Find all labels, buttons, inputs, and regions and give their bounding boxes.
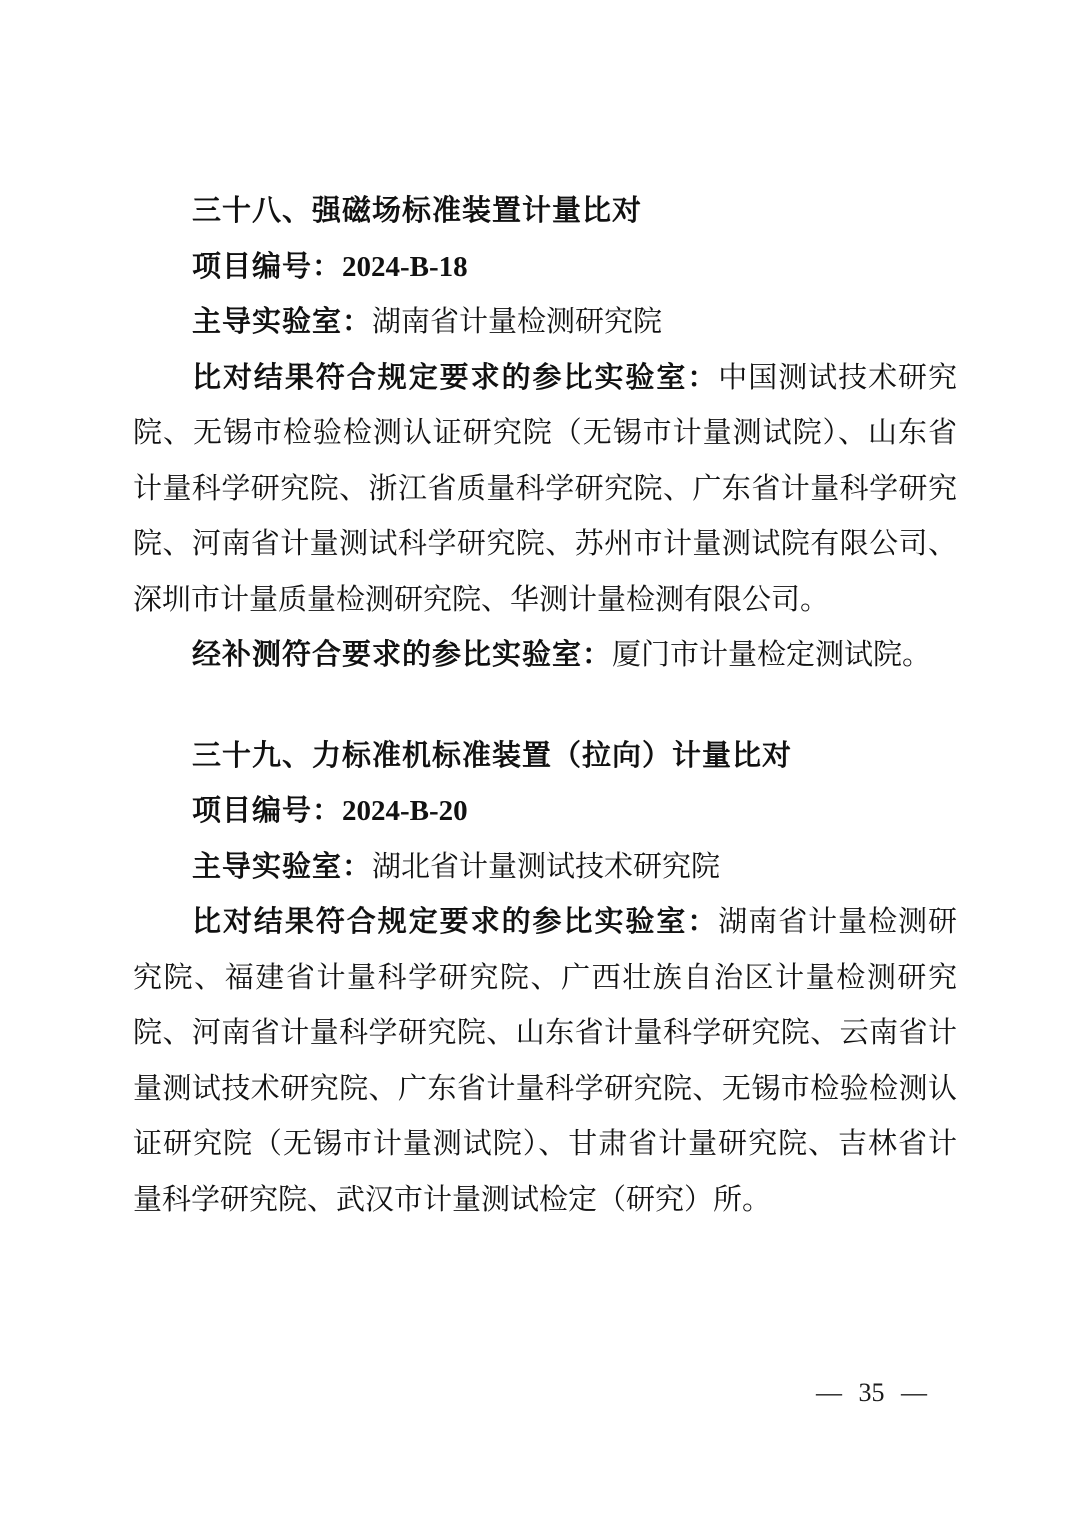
result-label: 比对结果符合规定要求的参比实验室： <box>192 361 719 394</box>
lead-lab-line <box>133 295 957 351</box>
project-number-label: 项目编号： <box>192 250 343 283</box>
project-number-label: 项目编号： <box>192 795 343 827</box>
project-number-value: 2024-B-20 <box>342 795 468 827</box>
result-value: 湖南省计量检测研究院、福建省计量科学研究院、广西壮族自治区计量检测研究院、河南省计量科学研究院、山东省计量科学研究院、云南省计量测试技术研究院、广东省计量科学研究院、无锡市检验检测认证研究院（无锡市计量测试院）、甘肃省计量研究院、吉林省计量科学研究院、武汉市计量测试检定（研究）所。 <box>133 906 957 1216</box>
section-38 <box>133 184 957 684</box>
lead-lab-value: 湖南省计量检测研究院 <box>372 306 663 338</box>
result-paragraph <box>133 351 957 629</box>
supplement-value: 厦门市计量检定测试院。 <box>612 639 932 671</box>
document-content <box>133 184 957 1228</box>
section-heading: 三十八、强磁场标准装置计量比对 <box>192 195 643 227</box>
result-paragraph <box>133 895 957 1228</box>
lead-lab-line <box>133 840 957 896</box>
result-label: 比对结果符合规定要求的参比实验室： <box>192 906 719 938</box>
result-value: 中国测试技术研究院、无锡市检验检测认证研究院（无锡市计量测试院）、山东省计量科学研究院、浙江省质量科学研究院、广东省计量科学研究院、河南省计量测试科学研究院、苏州市计量测试院有限公司、深圳市计量质量检测研究院、华测计量检测有限公司。 <box>133 361 957 616</box>
lead-lab-label: 主导实验室： <box>192 306 373 338</box>
supplement-label: 经补测符合要求的参比实验室： <box>192 639 613 671</box>
project-number-value: 2024-B-18 <box>342 250 468 283</box>
section-39 <box>133 729 957 1229</box>
lead-lab-label: 主导实验室： <box>192 850 373 883</box>
supplement-paragraph <box>133 628 957 684</box>
page-number: — 35 — <box>816 1378 927 1407</box>
section-heading: 三十九、力标准机标准装置（拉向）计量比对 <box>192 739 793 772</box>
project-number-line <box>133 784 957 840</box>
lead-lab-value: 湖北省计量测试技术研究院 <box>372 850 721 883</box>
project-number-line <box>133 240 957 296</box>
